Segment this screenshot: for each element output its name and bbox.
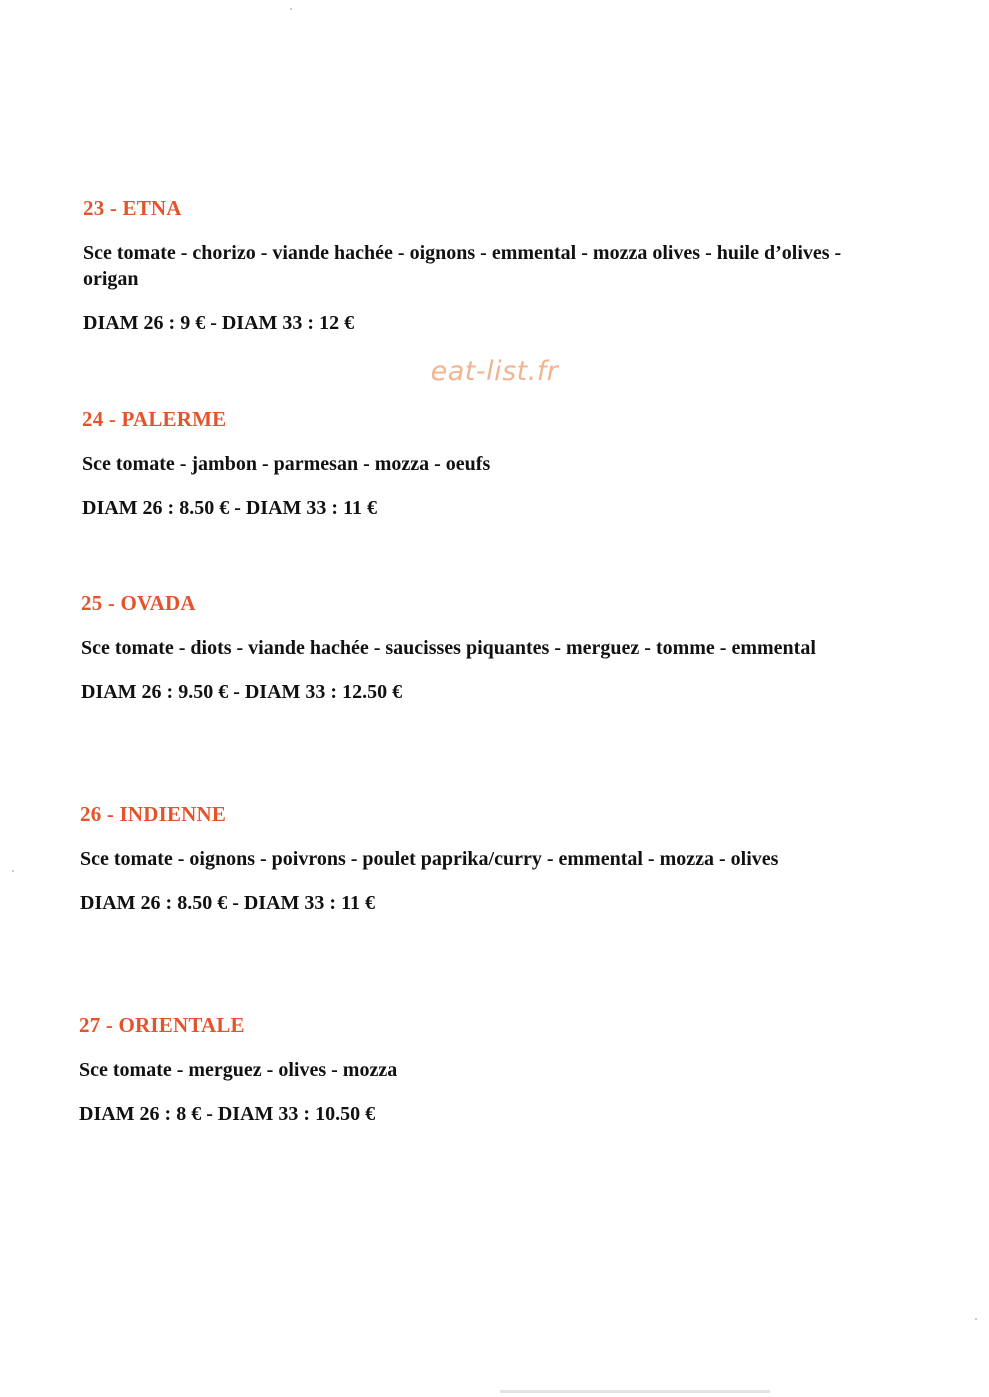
item-description: Sce tomate - jambon - parmesan - mozza - oeufs: [82, 453, 491, 475]
item-description: Sce tomate - oignons - poivrons - poulet paprika/curry - emmental - mozza - olives: [80, 848, 779, 870]
menu-item-etna: [83, 196, 883, 336]
menu-item-orientale: [79, 1013, 879, 1127]
scan-edge-mark: [500, 1390, 770, 1393]
item-title: 25 - OVADA: [81, 591, 196, 615]
menu-item-palerme: [82, 407, 882, 521]
item-title: 27 - ORIENTALE: [79, 1013, 245, 1037]
item-description: Sce tomate - merguez - olives - mozza: [79, 1059, 398, 1081]
menu-item-ovada: [81, 591, 881, 705]
item-price: DIAM 26 : 8.50 € - DIAM 33 : 11 €: [82, 497, 377, 519]
menu-item-indienne: [80, 802, 880, 916]
item-price: DIAM 26 : 9.50 € - DIAM 33 : 12.50 €: [81, 681, 403, 703]
item-title: 23 - ETNA: [83, 196, 182, 220]
item-price: DIAM 26 : 8.50 € - DIAM 33 : 11 €: [80, 892, 375, 914]
item-price: DIAM 26 : 9 € - DIAM 33 : 12 €: [83, 312, 355, 334]
scan-speck: [12, 870, 14, 872]
item-description: Sce tomate - chorizo - viande hachée - oignons - emmental - mozza olives - huile d’olives - origan: [83, 242, 842, 290]
item-price: DIAM 26 : 8 € - DIAM 33 : 10.50 €: [79, 1103, 376, 1125]
item-description: Sce tomate - diots - viande hachée - saucisses piquantes - merguez - tomme - emmental: [81, 637, 816, 659]
item-title: 24 - PALERME: [82, 407, 227, 431]
watermark: eat-list.fr: [430, 356, 559, 387]
item-title: 26 - INDIENNE: [80, 802, 227, 826]
scan-speck: [975, 1318, 977, 1320]
scan-speck: [290, 8, 292, 10]
